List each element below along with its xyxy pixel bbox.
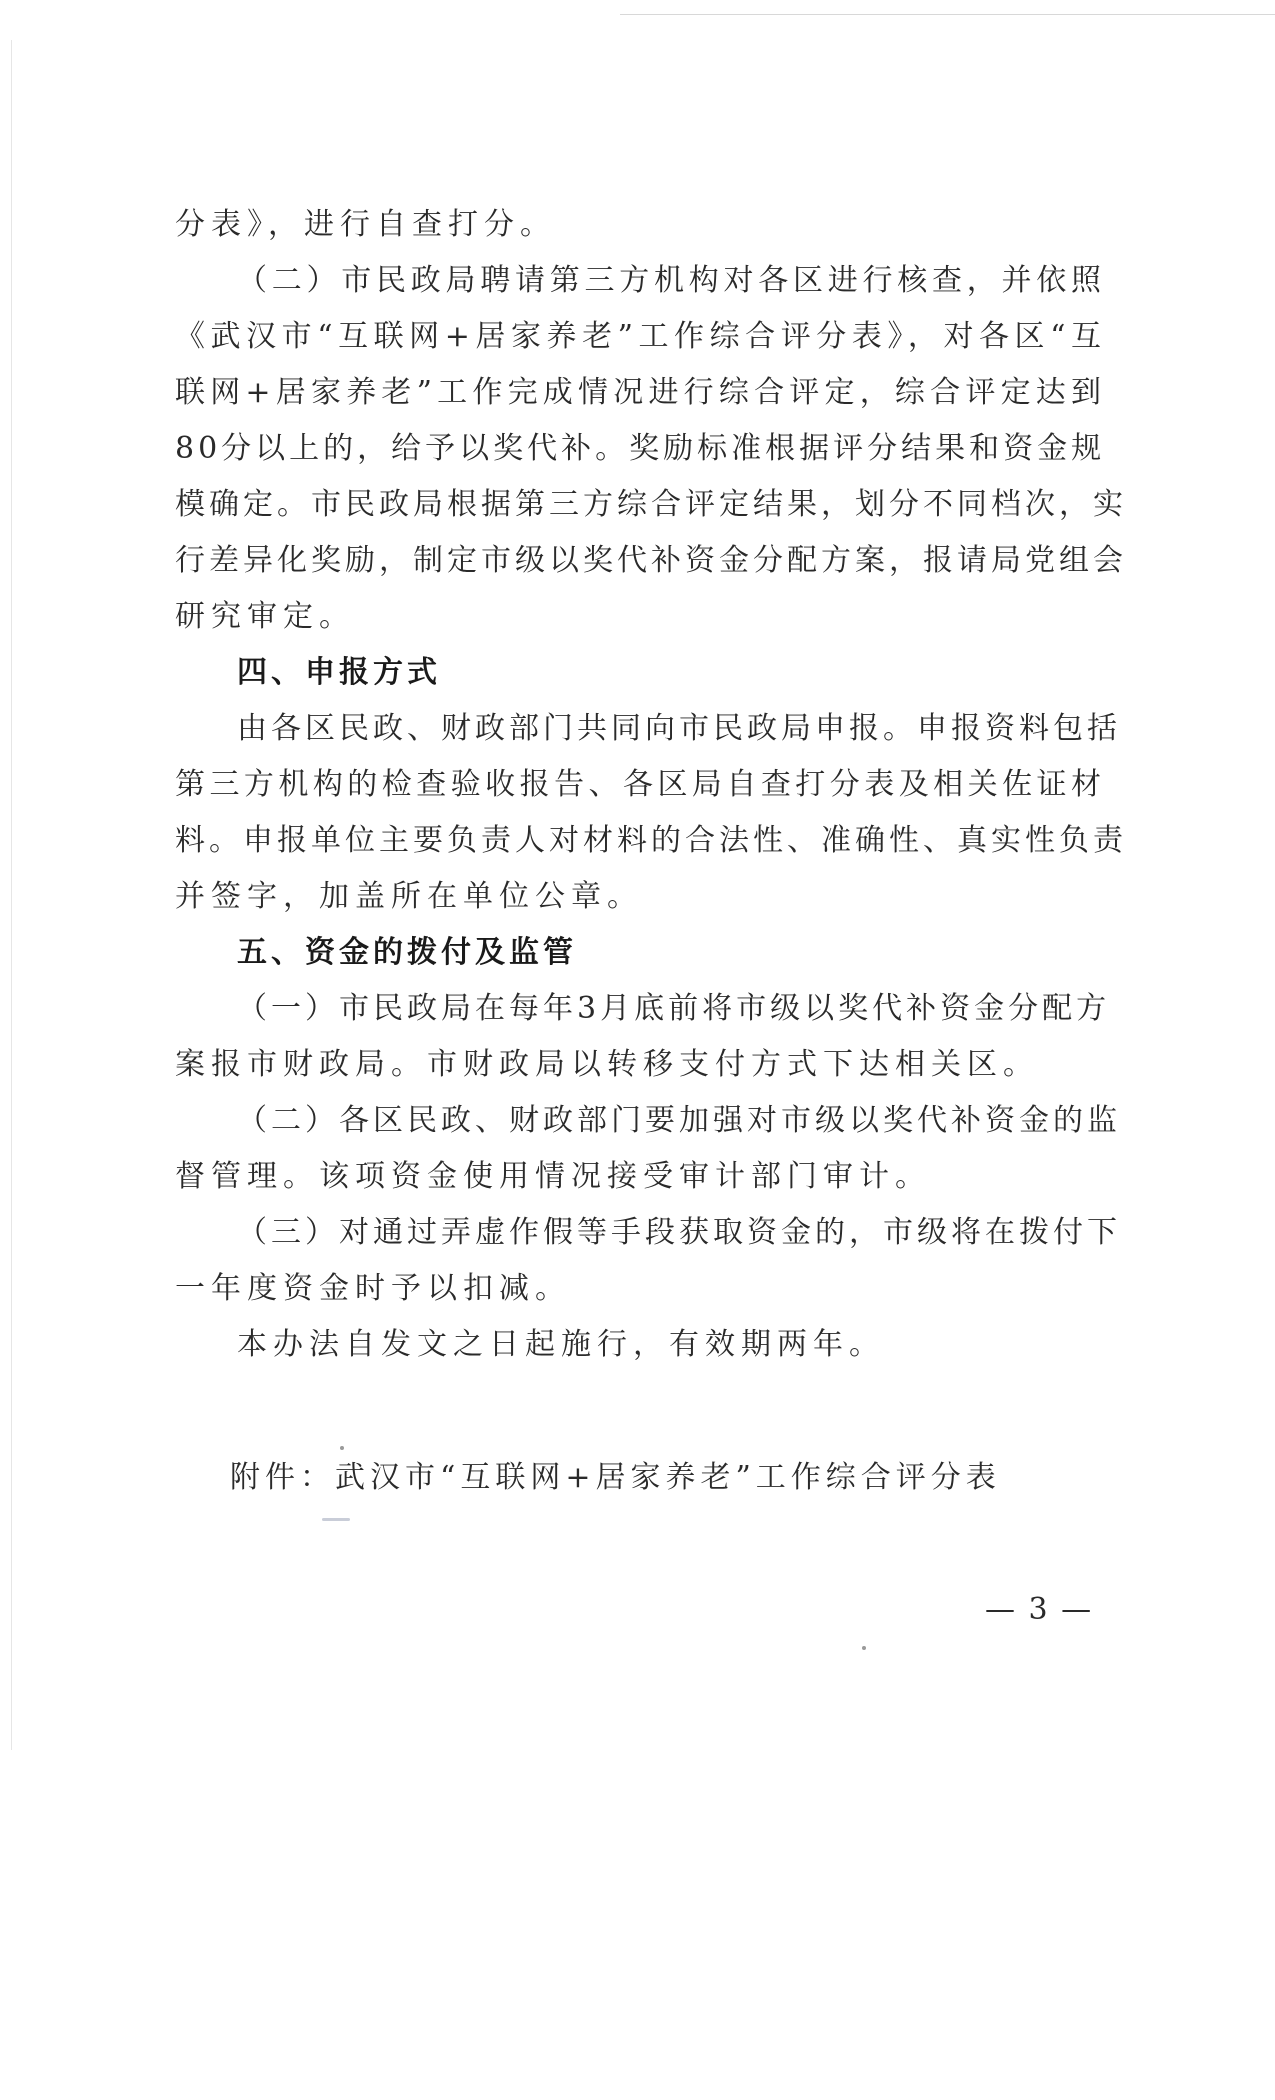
scan-left-edge (11, 40, 12, 1750)
body-line-21: 本办法自发文之日起施行，有效期两年。 (237, 1327, 885, 1362)
scan-smudge (322, 1518, 350, 1521)
body-line-6: 模确定。市民政局根据第三方综合评定结果，划分不同档次，实 (175, 487, 1127, 522)
body-line-17: （二）各区民政、财政部门要加强对市级以奖代补资金的监 (237, 1103, 1121, 1138)
body-line-4: 联网+居家养老”工作完成情况进行综合评定，综合评定达到 (175, 375, 1105, 410)
body-line-20: 一年度资金时予以扣减。 (175, 1271, 571, 1306)
body-line-19: （三）对通过弄虚作假等手段获取资金的，市级将在拨付下 (237, 1215, 1121, 1250)
scan-speck (340, 1446, 344, 1450)
body-line-18: 督管理。该项资金使用情况接受审计部门审计。 (175, 1159, 931, 1194)
section-heading-5: 五、资金的拨付及监管 (237, 935, 577, 970)
body-line-15: （一）市民政局在每年3月底前将市级以奖代补资金分配方 (237, 991, 1111, 1026)
scan-top-edge (620, 14, 1275, 15)
body-line-7: 行差异化奖励，制定市级以奖代补资金分配方案，报请局党组会 (175, 543, 1127, 578)
body-line-10: 由各区民政、财政部门共同向市民政局申报。申报资料包括 (237, 711, 1121, 746)
body-line-1: 分表》，进行自查打分。 (175, 207, 556, 242)
body-line-3: 《武汉市“互联网+居家养老”工作综合评分表》，对各区“互 (175, 319, 1105, 354)
body-line-12: 料。申报单位主要负责人对材料的合法性、准确性、真实性负责 (175, 823, 1127, 858)
attachment-line: 附件：武汉市“互联网+居家养老”工作综合评分表 (230, 1460, 1001, 1495)
body-line-8: 研究审定。 (175, 599, 355, 634)
body-line-5: 80分以上的，给予以奖代补。奖励标准根据评分结果和资金规 (175, 431, 1106, 466)
page-number: — 3 — (985, 1592, 1094, 1627)
body-line-16: 案报市财政局。市财政局以转移支付方式下达相关区。 (175, 1047, 1039, 1082)
body-line-2: （二）市民政局聘请第三方机构对各区进行核查，并依照 (237, 263, 1105, 298)
body-line-13: 并签字，加盖所在单位公章。 (175, 879, 643, 914)
body-line-11: 第三方机构的检查验收报告、各区局自查打分表及相关佐证材 (175, 767, 1105, 802)
scan-speck (862, 1646, 866, 1650)
section-heading-4: 四、申报方式 (237, 655, 441, 690)
